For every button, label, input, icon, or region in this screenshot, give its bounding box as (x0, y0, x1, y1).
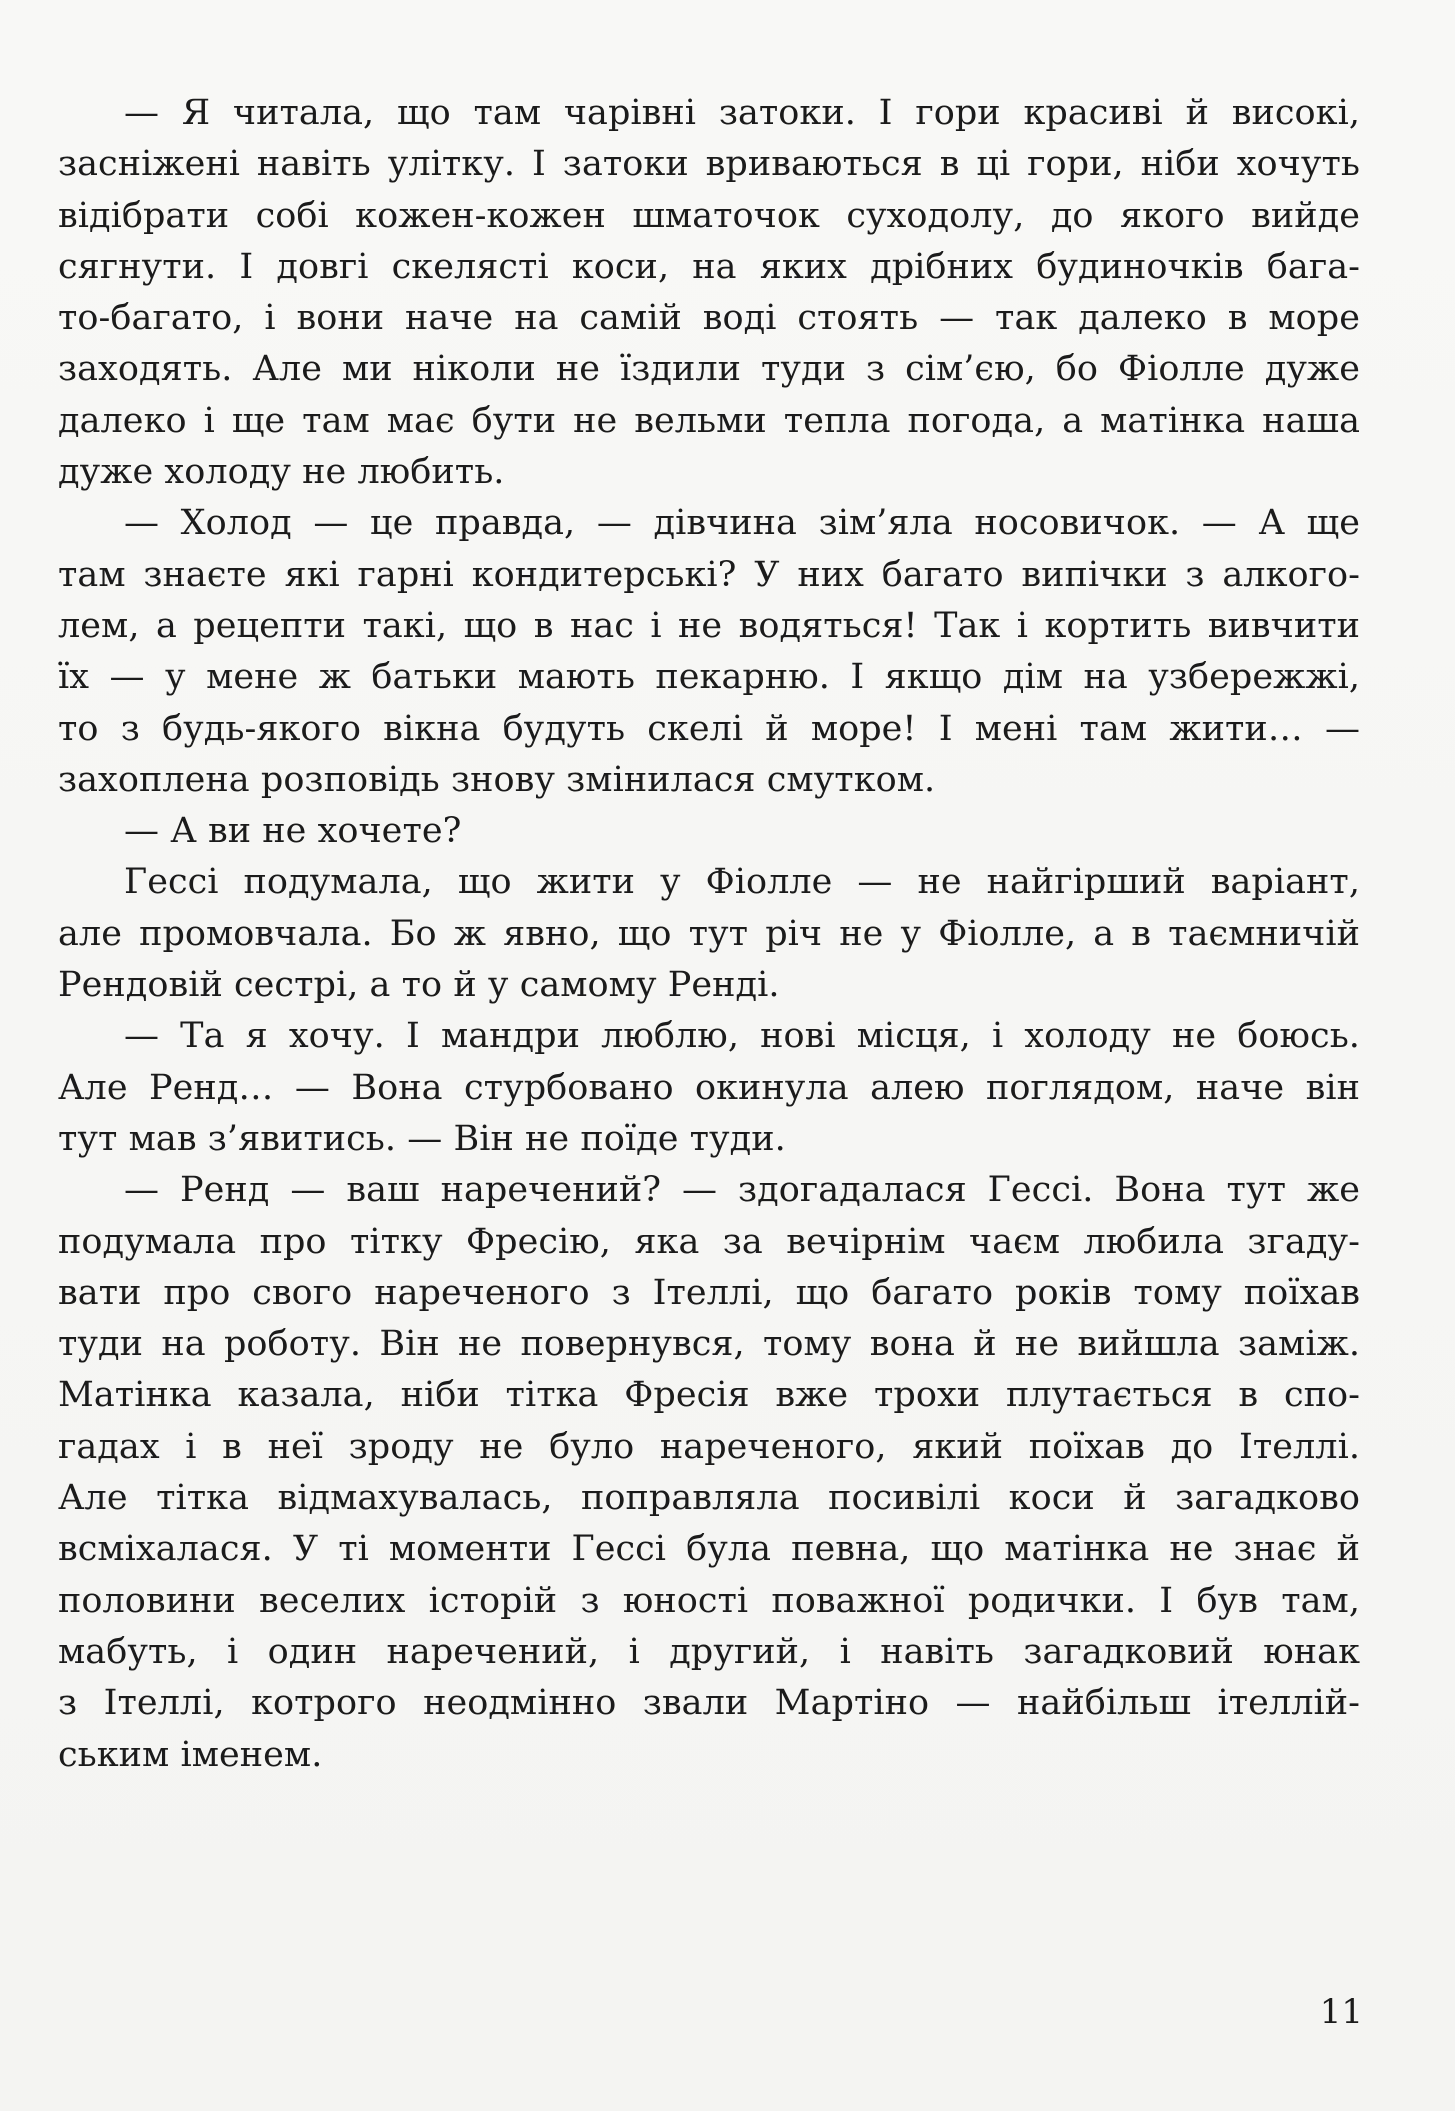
text-line: Але тітка відмахувалась, поправляла посивілі коси й загадково (58, 1478, 1360, 1519)
text-line: Рендовій сестрі, а то й у самому Ренді. (58, 965, 780, 1006)
text-line: дуже холоду не любить. (58, 452, 505, 493)
text-line: лем, а рецепти такі, що в нас і не водяться! Так і кортить вивчити (58, 605, 1360, 646)
text-line: Але Ренд… — Вона стурбовано окинула алею поглядом, наче він (58, 1067, 1360, 1108)
text-line: — А ви не хочете? (124, 811, 462, 852)
text-line: половини веселих історій з юності поважної родички. І був там, (58, 1580, 1360, 1621)
text-line: сягнути. І довгі скелясті коси, на яких дрібних будиночків бага- (58, 246, 1360, 287)
text-line: то з будь-якого вікна будуть скелі й море! І мені там жити… — (58, 708, 1360, 749)
text-line: вати про свого нареченого з Ітеллі, що багато років тому поїхав (58, 1272, 1360, 1313)
text-line: всміхалася. У ті моменти Гессі була певна, що матінка не знає й (58, 1529, 1360, 1570)
page-number: 11 (1319, 1992, 1363, 2032)
text-line: — Ренд — ваш наречений? — здогадалася Гессі. Вона тут же (124, 1170, 1360, 1211)
text-line: подумала про тітку Фресію, яка за вечірнім чаєм любила згаду- (58, 1221, 1360, 1262)
text-line: — Холод — це правда, — дівчина зім’яла носовичок. — А ще (124, 503, 1360, 544)
text-line: заходять. Але ми ніколи не їздили туди з сім’єю, бо Фіолле дуже (58, 349, 1360, 390)
text-line: засніжені навіть улітку. І затоки вриваються в ці гори, ніби хочуть (58, 144, 1360, 185)
text-line: — Та я хочу. І мандри люблю, нові місця, і холоду не боюсь. (124, 1016, 1360, 1057)
text-line: але промовчала. Бо ж явно, що тут річ не у Фіолле, а в таємничій (58, 913, 1360, 954)
body-text (58, 88, 1360, 1781)
text-line: їх — у мене ж батьки мають пекарню. І якщо дім на узбережжі, (58, 657, 1360, 698)
text-line: з Ітеллі, котрого неодмінно звали Мартіно — найбільш ітеллій- (58, 1683, 1360, 1724)
text-line: мабуть, і один наречений, і другий, і навіть загадковий юнак (58, 1631, 1360, 1672)
text-line: — Я читала, що там чарівні затоки. І гори красиві й високі, (124, 93, 1360, 133)
text-line: ським іменем. (58, 1734, 323, 1775)
text-line: то-багато, і вони наче на самій воді стоять — так далеко в море (58, 298, 1360, 339)
text-line: гадах і в неї зроду не було нареченого, який поїхав до Ітеллі. (58, 1426, 1360, 1467)
text-line: Гессі подумала, що жити у Фіолле — не найгірший варіант, (124, 862, 1360, 903)
text-line: захоплена розповідь знову змінилася смутком. (58, 759, 936, 800)
text-line: відібрати собі кожен-кожен шматочок суходолу, до якого вийде (58, 195, 1360, 236)
text-line: там знаєте які гарні кондитерські? У них багато випічки з алкого- (58, 554, 1360, 595)
text-line: туди на роботу. Він не повернувся, тому вона й не вийшла заміж. (58, 1324, 1360, 1365)
text-line: Матінка казала, ніби тітка Фресія вже трохи плутається в спо- (58, 1375, 1360, 1416)
text-line: далеко і ще там має бути не вельми тепла погода, а матінка наша (58, 400, 1360, 441)
text-line: тут мав з’явитись. — Він не поїде туди. (58, 1118, 786, 1159)
